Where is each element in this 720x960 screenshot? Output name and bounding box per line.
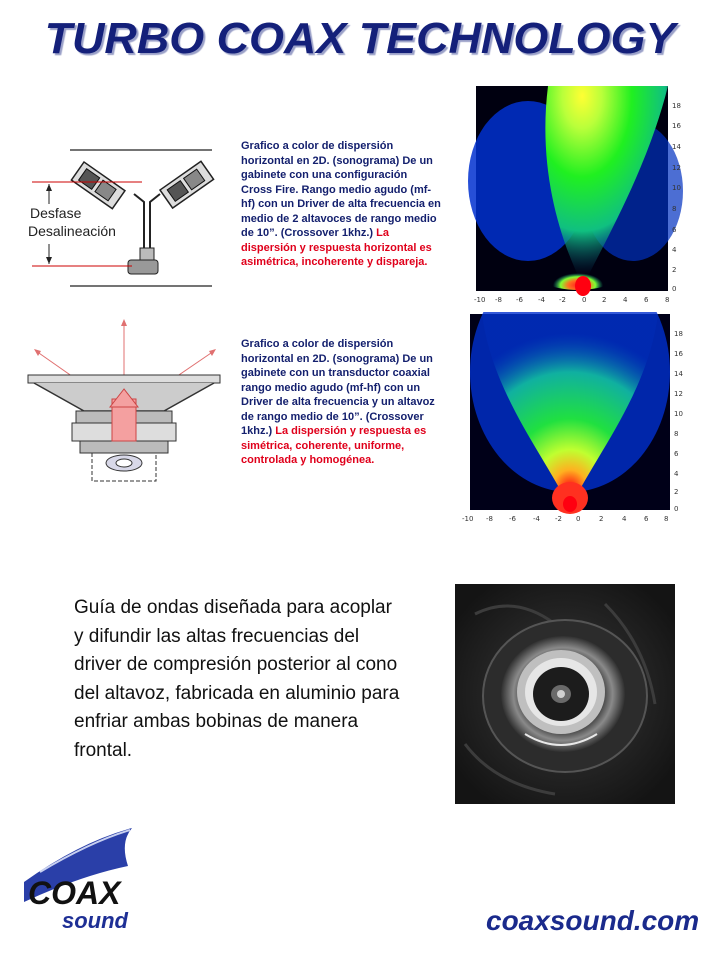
waveguide-photo — [455, 584, 675, 804]
svg-text:14: 14 — [672, 143, 681, 151]
section2-desc-highlight: La dispersión y respuesta es simétrica, coherente, uniforme, controlada y homogénea. — [241, 425, 427, 466]
svg-text:2: 2 — [602, 296, 607, 304]
sonogram-coaxial — [452, 312, 690, 526]
desalineacion-label: Desalineación — [28, 223, 116, 239]
svg-text:12: 12 — [672, 164, 681, 172]
coax-sound-logo — [20, 822, 190, 942]
section1-desc-text: Grafico a color de dispersión horizontal en 2D. (sonograma) De un gabinete con una configuración Cross Fire. Rango medio agudo (mf-hf) con un Driver de alta frecuencia en medio de 2 altavoces de rango medio de 10”. (Crossover 1khz.) — [241, 140, 441, 239]
svg-text:10: 10 — [674, 410, 683, 418]
section2-description — [241, 337, 441, 468]
svg-text:-10: -10 — [474, 296, 486, 304]
svg-text:14: 14 — [674, 370, 683, 378]
svg-text:2: 2 — [674, 488, 679, 496]
section1-description — [241, 139, 441, 270]
section2-desc-text: Grafico a color de dispersión horizontal en 2D. (sonograma) De un gabinete con un transductor coaxial rango medio agudo (mf-hf) con un Driver de alta frecuencia y un altavoz de rango medio de 10”. (Crossover 1khz.) — [241, 338, 435, 437]
svg-text:0: 0 — [672, 285, 677, 293]
coaxial-speaker-diagram — [24, 315, 224, 490]
website-link[interactable]: coaxsound.com — [486, 905, 700, 936]
svg-text:10: 10 — [672, 184, 681, 192]
sonogram2-x-axis — [462, 515, 668, 523]
svg-text:-4: -4 — [533, 515, 540, 523]
svg-text:-8: -8 — [486, 515, 493, 523]
svg-text:6: 6 — [644, 296, 649, 304]
svg-text:0: 0 — [674, 505, 679, 513]
sonogram1-x-axis — [474, 296, 669, 304]
cross-fire-diagram — [22, 140, 217, 290]
svg-text:6: 6 — [672, 226, 677, 234]
svg-text:4: 4 — [622, 515, 627, 523]
svg-text:16: 16 — [674, 350, 683, 358]
svg-text:8: 8 — [665, 296, 670, 304]
svg-text:-8: -8 — [495, 296, 502, 304]
svg-text:-6: -6 — [516, 296, 523, 304]
svg-text:4: 4 — [672, 246, 677, 254]
svg-text:8: 8 — [664, 515, 669, 523]
svg-text:2: 2 — [672, 266, 677, 274]
svg-text:8: 8 — [674, 430, 679, 438]
sonogram-crossfire — [458, 86, 690, 308]
sonogram2-y-axis — [674, 330, 683, 513]
logo-line1: COAX — [28, 875, 121, 911]
svg-text:12: 12 — [674, 390, 683, 398]
svg-text:-6: -6 — [509, 515, 516, 523]
svg-text:-2: -2 — [555, 515, 562, 523]
logo-line2: sound — [62, 908, 128, 933]
svg-text:18: 18 — [674, 330, 683, 338]
svg-text:2: 2 — [599, 515, 604, 523]
svg-text:6: 6 — [674, 450, 679, 458]
svg-text:4: 4 — [674, 470, 679, 478]
svg-text:4: 4 — [623, 296, 628, 304]
section1-desc-highlight: La dispersión y respuesta horizontal es asimétrica, incoherente y dispareja. — [241, 227, 432, 268]
svg-text:-10: -10 — [462, 515, 474, 523]
desfase-label: Desfase — [30, 205, 82, 221]
waveguide-description: Guía de ondas diseñada para acoplar y difundir las altas frecuencias del driver de compresión posterior al cono del altavoz, fabricada en aluminio para enfriar ambas bobinas de manera frontal. — [74, 597, 400, 761]
svg-text:8: 8 — [672, 205, 677, 213]
svg-text:16: 16 — [672, 122, 681, 130]
svg-text:0: 0 — [576, 515, 581, 523]
svg-text:6: 6 — [644, 515, 649, 523]
svg-text:0: 0 — [582, 296, 587, 304]
page-title: TURBO COAX TECHNOLOGY — [44, 14, 676, 63]
svg-text:-2: -2 — [559, 296, 566, 304]
svg-text:-4: -4 — [538, 296, 545, 304]
svg-text:18: 18 — [672, 102, 681, 110]
